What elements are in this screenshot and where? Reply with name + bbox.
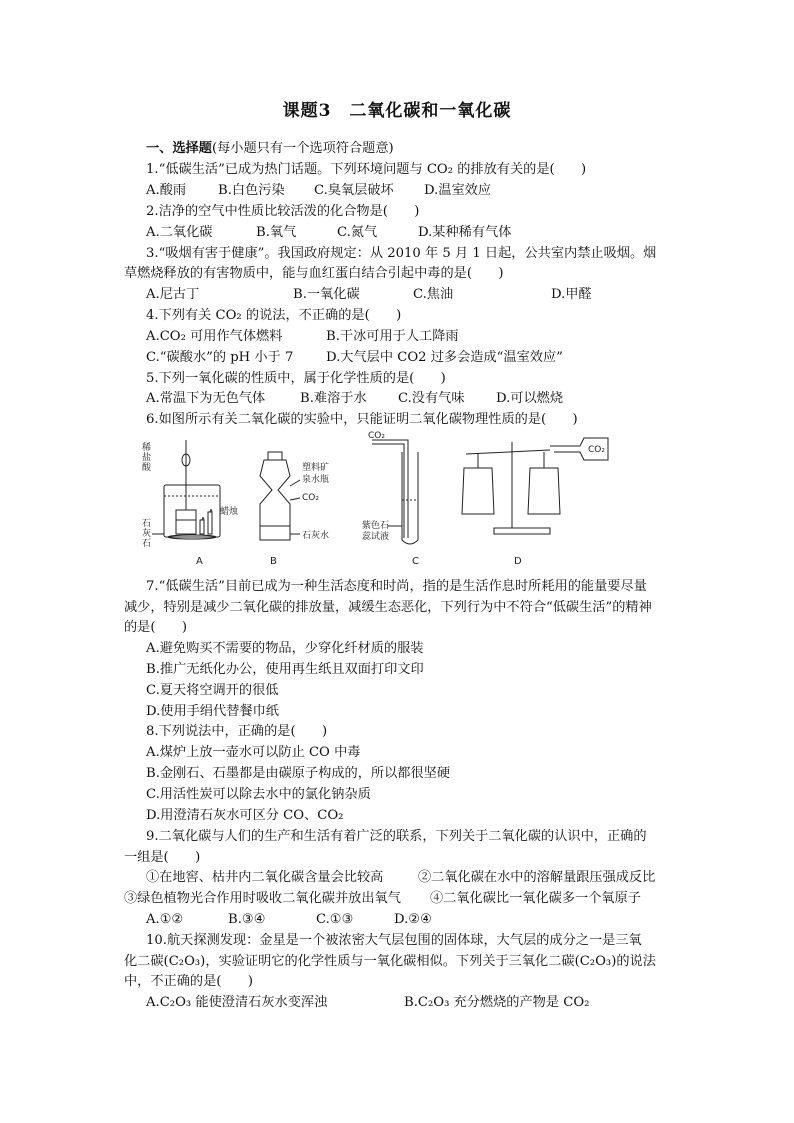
q9-option-d: D.②④ [394, 912, 432, 927]
q4-option-c: C.“碳酸水”的 pH 小于 7 [146, 350, 294, 365]
fig-label: 塑料矿 [302, 463, 330, 473]
fig-label: 紫色石 [362, 521, 390, 531]
fig-label: 盐 [142, 453, 152, 463]
q4-option-a: A.CO₂ 可用作气体燃料 [146, 329, 283, 344]
q7-option-d: D.使用手绢代替餐巾纸 [146, 704, 279, 719]
q9-option-a: A.①② [146, 912, 184, 927]
q1-option-b: B.白色污染 [218, 183, 285, 198]
experiment-figure [140, 430, 610, 570]
fig-label: 稀 [142, 443, 152, 453]
question-10-stem-cont: 化二碳(C₂O₃)，实验证明它的化学性质与一氧化碳相似。下列关于三氧化二碳(C₂O₃)的说法 [124, 954, 656, 969]
fig-label: 石 [142, 539, 152, 549]
question-7-stem-cont: 减少，特别是减少二氧化碳的排放量，减缓生态恶化，下列行为中不符合“低碳生活”的精神 [124, 600, 652, 615]
q1-option-d: D.温室效应 [424, 183, 492, 198]
q4-option-d: D.大气层中 CO2 过多会造成“温室效应” [326, 350, 563, 365]
question-6-stem: 6.如图所示有关二氧化碳的实验中，只能证明二氧化碳物理性质的是( ) [146, 412, 578, 427]
q8-option-b: B.金刚石、石墨都是由碳原子构成的，所以都很坚硬 [146, 766, 451, 781]
q2-option-b: B.氧气 [256, 225, 297, 240]
fig-caption-b: B [270, 556, 277, 567]
figure-a-apparatus [152, 440, 220, 539]
q2-option-d: D.某种稀有气体 [418, 225, 512, 240]
q8-option-a: A.煤炉上放一壶水可以防止 CO 中毒 [146, 745, 361, 760]
q8-option-c: C.用活性炭可以除去水中的氯化钠杂质 [146, 787, 371, 802]
question-2-stem: 2.洁净的空气中性质比较活泼的化合物是( ) [146, 204, 420, 219]
q2-option-a: A.二氧化碳 [146, 225, 213, 240]
q7-option-b: B.推广无纸化办公，使用再生纸且双面打印文印 [146, 662, 424, 677]
q9-option-c: C.①③ [316, 912, 354, 927]
question-3-stem: 3.“吸烟有害于健康”。我国政府规定：从 2010 年 5 月 1 日起，公共室内禁止吸烟。烟 [146, 246, 657, 261]
fig-label: CO₂ [368, 431, 385, 441]
figure-b-bottle [260, 452, 300, 540]
q10-option-a: A.C₂O₃ 能使澄清石灰水变浑浊 [146, 995, 328, 1010]
question-10-stem-cont: 中，不正确的是( ) [124, 974, 253, 989]
q9-statement-1: ①在地窖、枯井内二氧化碳含量会比较高 [146, 870, 384, 885]
section-note: (每小题只有一个选项符合题意) [211, 141, 394, 156]
q4-option-b: B.干冰可用于人工降雨 [326, 329, 459, 344]
q10-option-b: B.C₂O₃ 充分燃烧的产物是 CO₂ [404, 995, 590, 1010]
q1-option-c: C.臭氧层破坏 [314, 183, 394, 198]
page-title: 课题3 二氧化碳和一氧化碳 [282, 101, 512, 121]
fig-label: 蜡烛 [220, 507, 239, 517]
q5-option-a: A.常温下为无色气体 [146, 391, 266, 406]
q5-option-b: B.难溶于水 [300, 391, 367, 406]
q1-option-a: A.酸雨 [146, 183, 187, 198]
question-8-stem: 8.下列说法中，正确的是( ) [146, 724, 328, 739]
fig-label: CO₂ [302, 493, 319, 503]
q3-option-b: B.一氧化碳 [293, 287, 360, 302]
q9-option-b: B.③④ [228, 912, 266, 927]
q3-option-c: C.焦油 [413, 287, 454, 302]
fig-caption-a: A [196, 556, 203, 567]
q8-option-d: D.用澄清石灰水可区分 CO、CO₂ [146, 808, 344, 823]
q7-option-c: C.夏天将空调开的很低 [146, 683, 279, 698]
fig-label: CO₂ [588, 445, 605, 455]
question-5-stem: 5.下列一氧化碳的性质中，属于化学性质的是( ) [146, 371, 446, 386]
section-header [146, 141, 394, 157]
figure-d-balance [462, 438, 608, 534]
q9-statement-4: ④二氧化碳比一氧化碳多一个氧原子 [430, 891, 641, 906]
q2-option-c: C.氮气 [337, 225, 378, 240]
q3-option-d: D.甲醛 [551, 287, 592, 302]
fig-label: 蕊试液 [362, 532, 390, 542]
fig-label: 灰 [142, 529, 152, 539]
fig-label: 石 [142, 519, 152, 529]
q5-option-c: C.没有气味 [398, 391, 465, 406]
fig-caption-d: D [514, 556, 522, 567]
fig-label: 石灰水 [302, 531, 330, 541]
q9-statement-2: ②二氧化碳在水中的溶解量跟压强成反比 [418, 870, 656, 885]
section-label: 一、选择题 [146, 141, 212, 156]
fig-label: 泉水瓶 [302, 475, 330, 485]
q5-option-d: D.可以燃烧 [496, 391, 564, 406]
question-10-stem: 10.航天探测发现：金星是一个被浓密大气层包围的固体球，大气层的成分之一是三氧 [146, 933, 642, 948]
question-9-stem: 9.二氧化碳与人们的生产和生活有着广泛的联系，下列关于二氧化碳的认识中，正确的 [146, 829, 647, 844]
question-4-stem: 4.下列有关 CO₂ 的说法，不正确的是( ) [146, 308, 402, 323]
q9-statement-3: ③绿色植物光合作用时吸收二氧化碳并放出氧气 [124, 891, 401, 906]
fig-caption-c: C [412, 556, 419, 567]
question-7-stem: 7.“低碳生活”目前已成为一种生活态度和时尚，指的是生活作息时所耗用的能量要尽量 [146, 579, 647, 594]
question-1-stem: 1.“低碳生活”已成为热门话题。下列环境问题与 CO₂ 的排放有关的是( ) [146, 162, 587, 177]
question-7-stem-cont: 的是( ) [124, 620, 188, 635]
q7-option-a: A.避免购买不需要的物品，少穿化纤材质的服装 [146, 641, 424, 656]
q3-option-a: A.尼古丁 [146, 287, 200, 302]
question-3-stem-cont: 草燃烧释放的有害物质中，能与血红蛋白结合引起中毒的是( ) [124, 266, 504, 281]
question-9-stem-cont: 一组是( ) [124, 850, 201, 865]
fig-label: 酸 [142, 463, 152, 473]
